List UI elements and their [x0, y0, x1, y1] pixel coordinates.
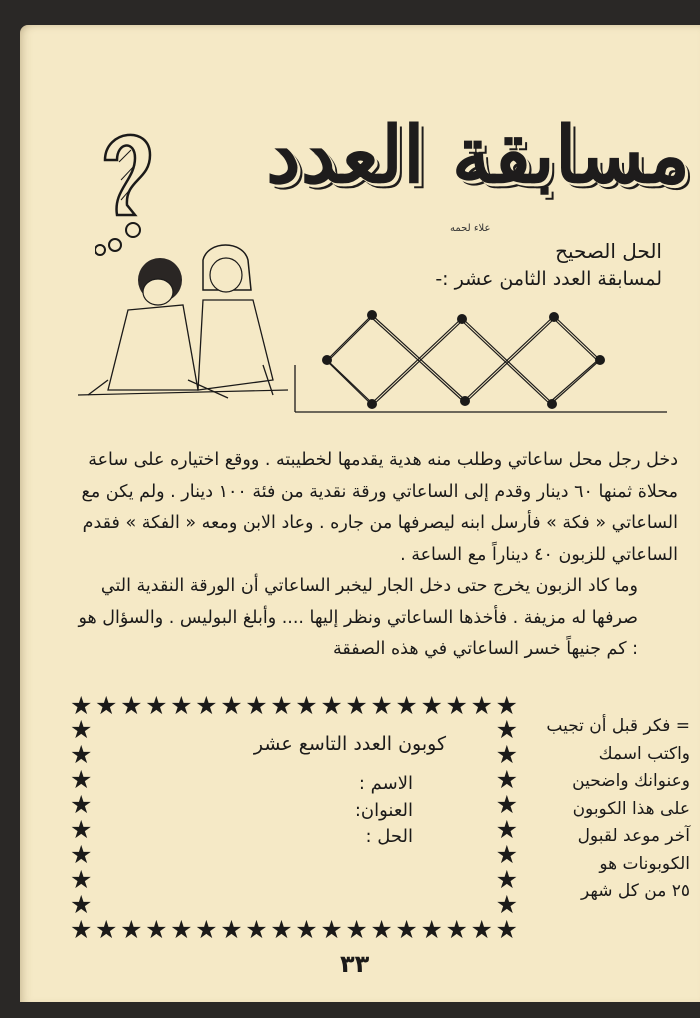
instruction-line: الكوبونات هو	[599, 853, 690, 874]
coupon-solution-field[interactable]: الحل :	[365, 826, 413, 847]
solution-heading: الحل الصحيح	[555, 239, 662, 263]
star-border-left: ★ ★ ★ ★ ★ ★ ★ ★	[70, 715, 93, 919]
instruction-line: واكتب اسمك	[598, 743, 690, 764]
artist-signature: علاء لحمه	[450, 223, 491, 234]
solution-subheading: لمسابقة العدد الثامن عشر :-	[435, 268, 662, 290]
coupon-title: كوبون العدد التاسع عشر	[253, 733, 446, 755]
coupon-name-field[interactable]: الاسم :	[358, 773, 413, 794]
header	[180, 95, 690, 245]
magazine-page	[20, 25, 700, 1002]
page-number: ٣٣	[340, 950, 370, 978]
star-border-top: ★ ★ ★ ★ ★ ★ ★ ★ ★ ★ ★ ★ ★ ★ ★ ★ ★ ★	[70, 691, 518, 720]
submission-instructions	[530, 713, 690, 906]
page-title: مسابقة العدد	[265, 110, 690, 201]
instruction-line: وعنوانك واضحين	[572, 771, 690, 791]
paragraph-2: وما كاد الزبون يخرج حتى دخل الجار ليخبر الساعاتي أن الورقة النقدية التي صرفها له مزيفة . فأخذها الساعاتي ونظر إليها .... وأبلغ البوليس . والسؤال هو : كم جنيهاً خسر الساعاتي في هذه الصفقة	[78, 576, 638, 659]
puzzle-body-text	[70, 445, 678, 666]
children-illustration	[68, 230, 298, 400]
coupon-address-field[interactable]: العنوان:	[354, 800, 413, 821]
entry-coupon	[70, 691, 518, 944]
instruction-line: آخر موعد لقبول	[577, 826, 690, 846]
star-border-right: ★ ★ ★ ★ ★ ★ ★ ★	[495, 715, 518, 919]
matchstick-puzzle-diagram	[292, 300, 667, 415]
instruction-line: ٢٥ من كل شهر	[581, 881, 690, 901]
star-border-bottom: ★ ★ ★ ★ ★ ★ ★ ★ ★ ★ ★ ★ ★ ★ ★ ★ ★ ★	[70, 915, 518, 944]
instruction-line: = فكر قبل أن تجيب	[546, 716, 690, 736]
instruction-line: على هذا الكوبون	[572, 798, 690, 819]
paragraph-1: دخل رجل محل ساعاتي وطلب منه هدية يقدمها لخطيبته . ووقع اختياره على ساعة محلاة ثمنها ٦٠ دينار وقدم إلى الساعاتي ورقة نقدية من فئة ١٠٠ دينار . ولم يكن مع الساعاتي « فكة » فأرسل ابنه ليصرفها من جاره . وعاد الابن ومعه « الفكة » فقدم الساعاتي للزبون ٤٠ ديناراً مع الساعة .	[81, 450, 678, 565]
